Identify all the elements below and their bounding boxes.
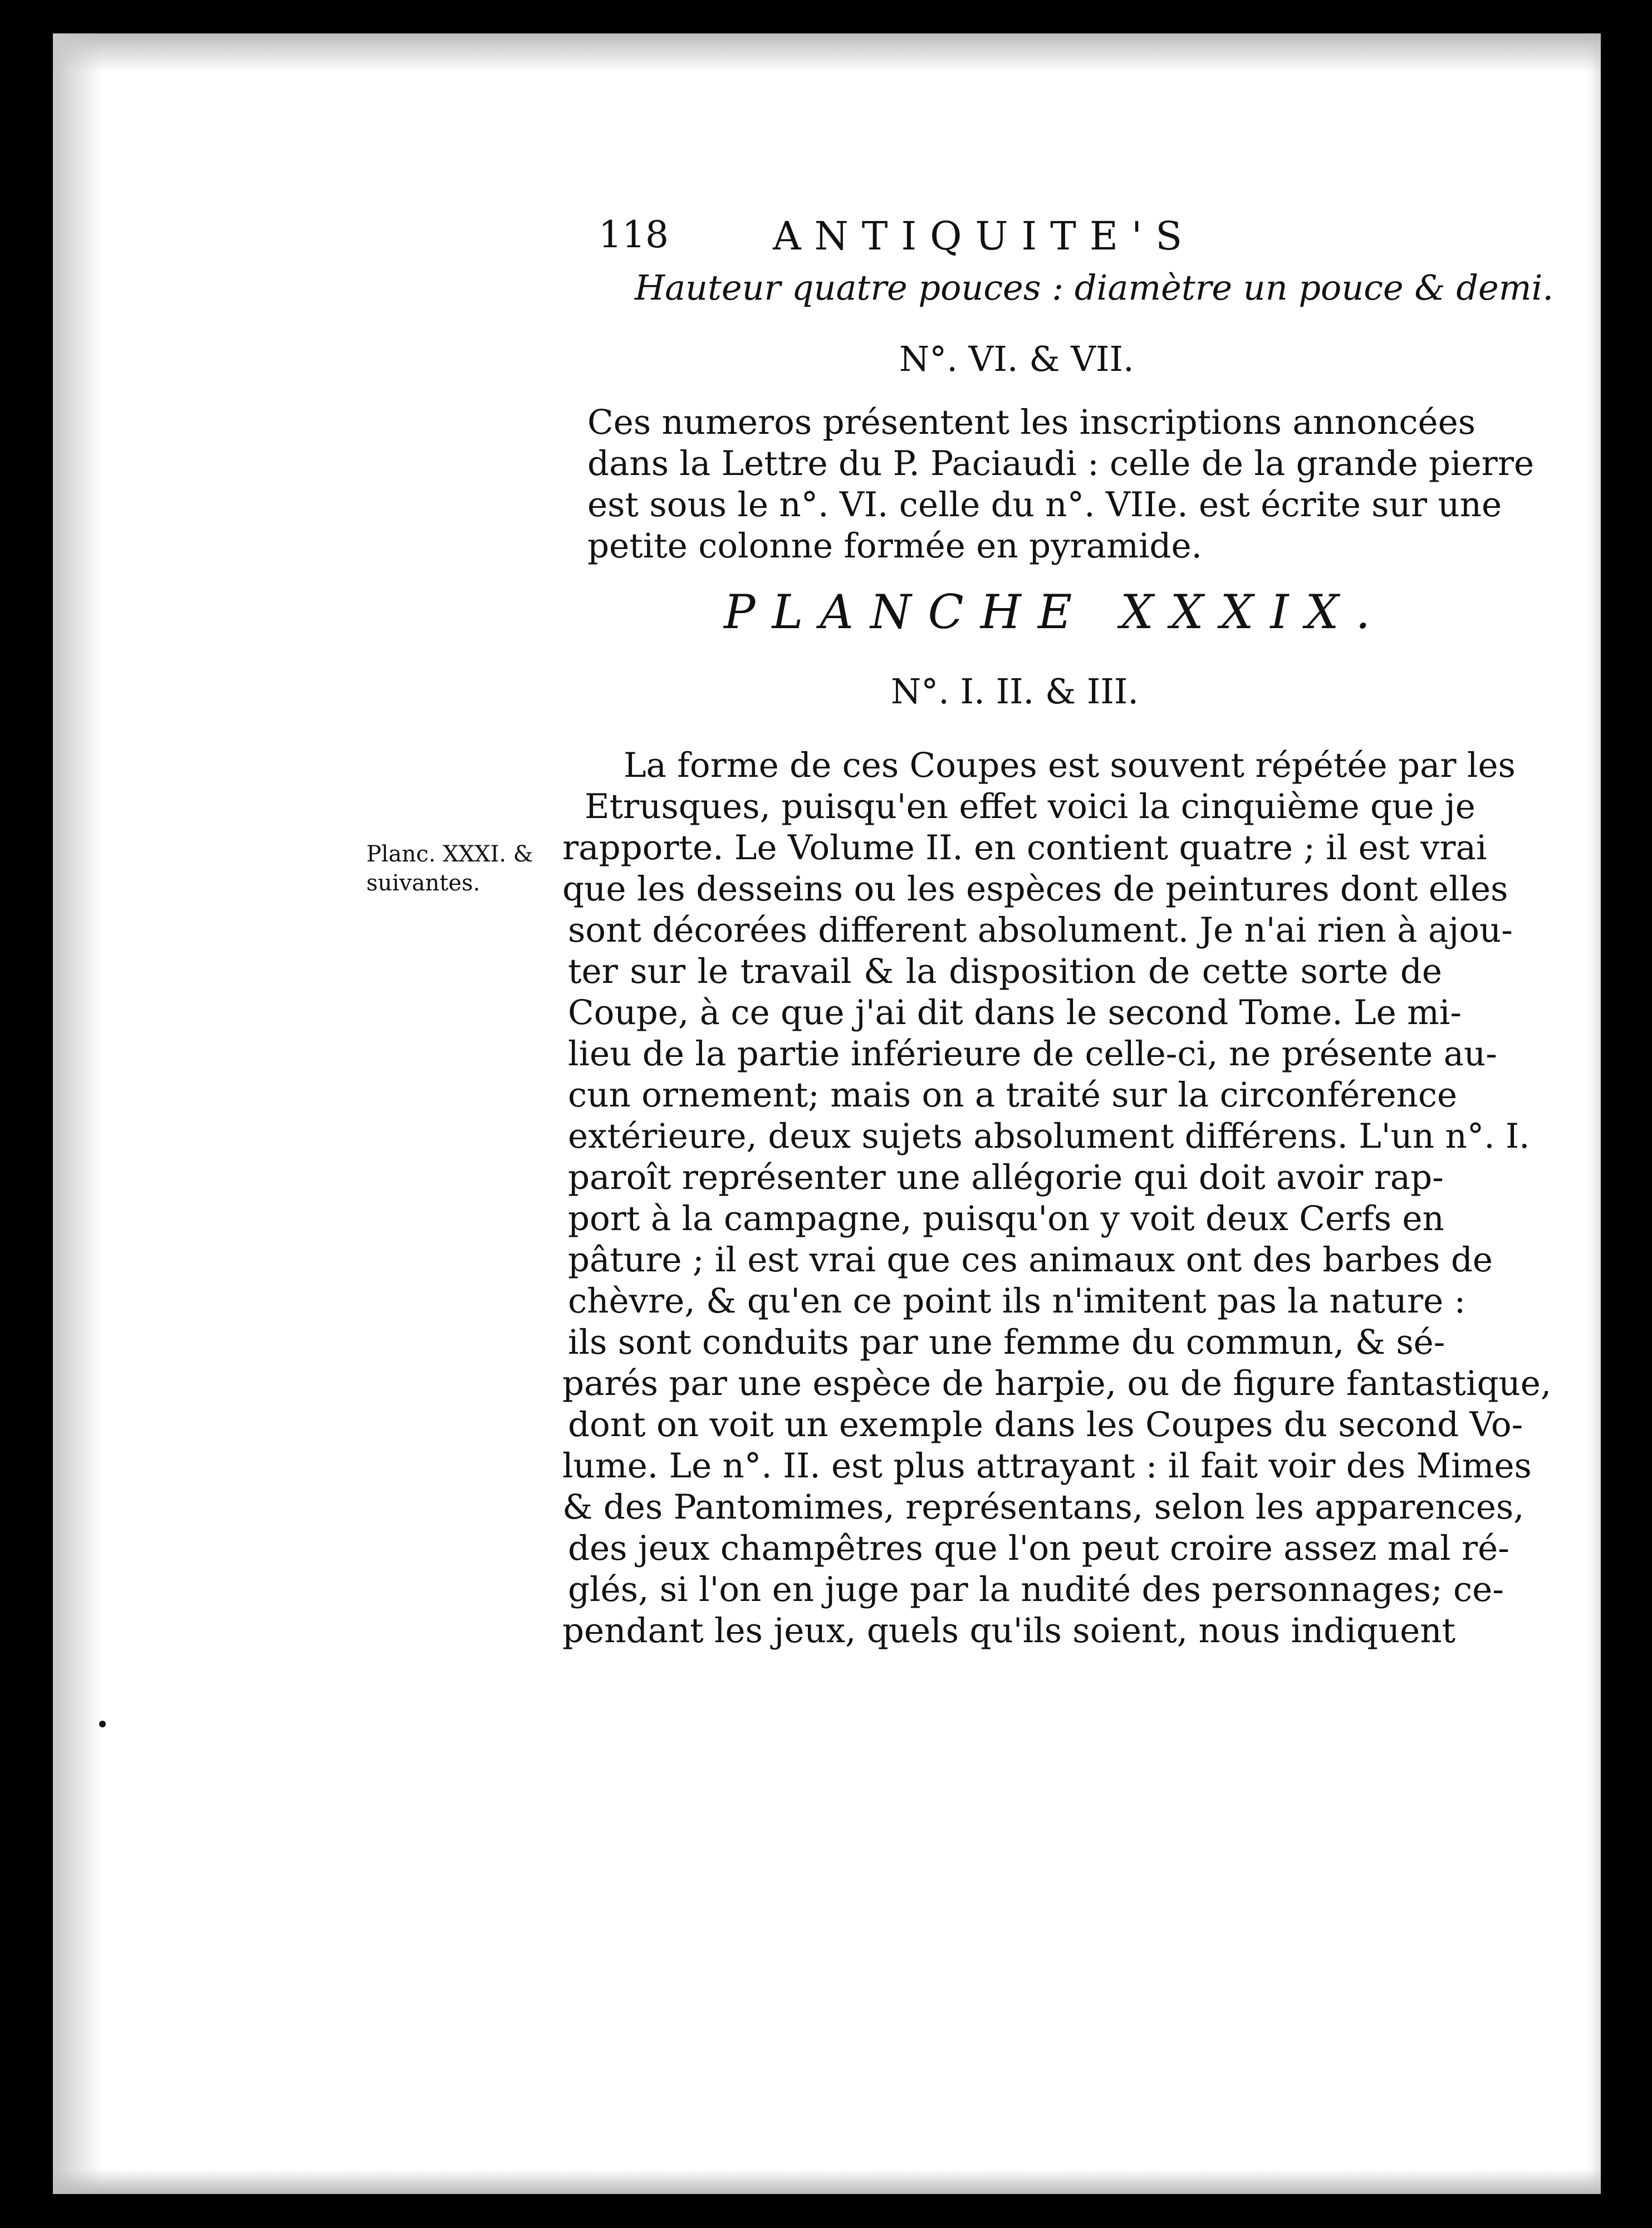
scan-edge-left bbox=[53, 33, 103, 2194]
paragraph-line: petite colonne formée en pyramide. bbox=[587, 526, 1202, 566]
section-heading-vi-vii: N°. VI. & VII. bbox=[899, 339, 1134, 379]
paragraph-line: des jeux champêtres que l'on peut croire assez mal ré- bbox=[568, 1529, 1509, 1568]
paragraph-line: que les desseins ou les espèces de peintures dont elles bbox=[562, 869, 1508, 909]
paragraph-line: Ces numeros présentent les inscriptions annoncées bbox=[587, 403, 1475, 442]
paragraph-line: glés, si l'on en juge par la nudité des personnages; ce- bbox=[568, 1570, 1504, 1609]
section-heading-i-ii-iii: N°. I. II. & III. bbox=[891, 671, 1139, 712]
paragraph-line: cun ornement; mais on a traité sur la circonférence bbox=[568, 1075, 1458, 1115]
paragraph-line: Etrusques, puisqu'en effet voici la cinquième que je bbox=[585, 787, 1475, 826]
paragraph-line: lieu de la partie inférieure de celle-ci, ne présente au- bbox=[568, 1034, 1497, 1074]
margin-note-line-2: suivantes. bbox=[366, 870, 481, 896]
paragraph-line: port à la campagne, puisqu'on y voit deux Cerfs en bbox=[568, 1199, 1444, 1238]
page-number: 118 bbox=[599, 213, 669, 256]
paragraph-line: rapporte. Le Volume II. en contient quatre ; il est vrai bbox=[562, 828, 1487, 868]
paragraph-line: est sous le n°. VI. celle du n°. VIIe. est écrite sur une bbox=[587, 485, 1502, 525]
paragraph-line: sont décorées different absolument. Je n'ai rien à ajou- bbox=[568, 910, 1513, 950]
paragraph-line: dans la Lettre du P. Paciaudi : celle de la grande pierre bbox=[587, 444, 1535, 483]
paragraph-line: La forme de ces Coupes est souvent répétée par les bbox=[624, 746, 1516, 785]
dimension-subhead: Hauteur quatre pouces : diamètre un pouce & demi. bbox=[635, 267, 1554, 308]
running-title: ANTIQUITE'S bbox=[773, 213, 1196, 259]
paragraph-line: parés par une espèce de harpie, ou de figure fantastique, bbox=[562, 1364, 1552, 1403]
scan-edge-top bbox=[53, 33, 1601, 72]
paragraph-line: & des Pantomimes, représentans, selon les apparences, bbox=[562, 1487, 1524, 1527]
paragraph-1 bbox=[587, 402, 1535, 567]
paragraph-line: pâture ; il est vrai que ces animaux ont des barbes de bbox=[568, 1240, 1493, 1280]
paragraph-line: pendant les jeux, quels qu'ils soient, nous indiquent bbox=[562, 1611, 1456, 1651]
paragraph-line: paroît représenter une allégorie qui doit avoir rap- bbox=[568, 1158, 1444, 1197]
paragraph-line: lume. Le n°. II. est plus attrayant : il fait voir des Mimes bbox=[562, 1446, 1532, 1486]
ink-speck bbox=[99, 1721, 106, 1727]
paragraph-2 bbox=[562, 745, 1552, 1652]
paragraph-line: ils sont conduits par une femme du commun, & sé- bbox=[568, 1323, 1445, 1362]
paragraph-line: ter sur le travail & la disposition de cette sorte de bbox=[568, 952, 1442, 991]
paragraph-line: chèvre, & qu'en ce point ils n'imitent pas la nature : bbox=[568, 1281, 1466, 1321]
margin-note-line-1: Planc. XXXI. & bbox=[366, 841, 533, 867]
paragraph-line: dont on voit un exemple dans les Coupes du second Vo- bbox=[568, 1405, 1523, 1444]
paragraph-line: Coupe, à ce que j'ai dit dans le second Tome. Le mi- bbox=[568, 993, 1462, 1032]
scan-edge-bottom bbox=[53, 2169, 1601, 2194]
plate-title: PLANCHE XXXIX. bbox=[724, 585, 1388, 639]
paragraph-line: extérieure, deux sujets absolument différens. L'un n°. I. bbox=[568, 1117, 1530, 1156]
